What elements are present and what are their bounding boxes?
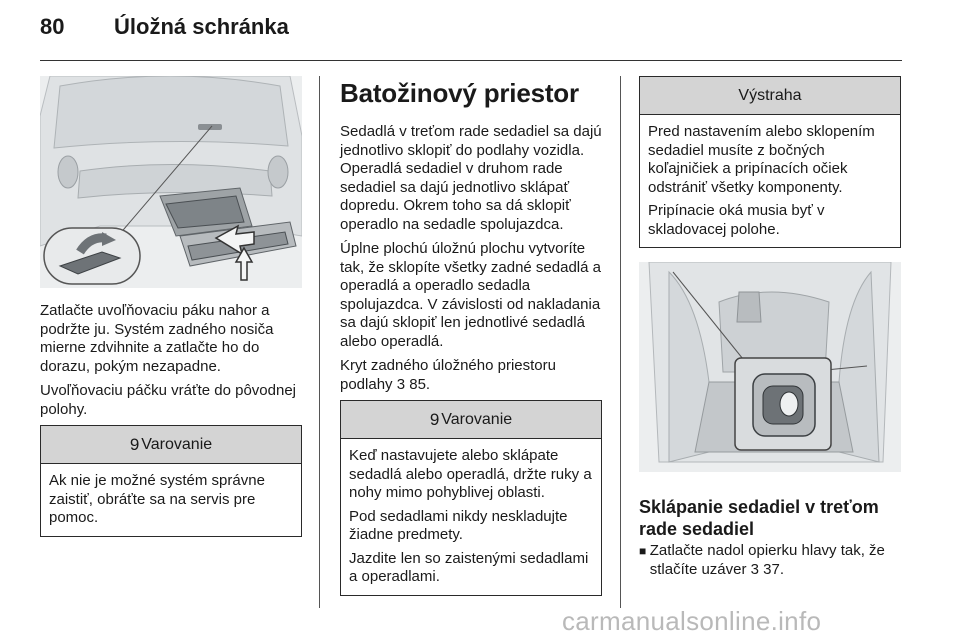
page-header	[40, 14, 289, 44]
warning-box-header	[341, 401, 601, 439]
warning-icon: 9	[129, 434, 140, 454]
body-paragraph: Úplne plochú úložnú plochu vytvoríte tak, že sklopíte všetky zadné sedadlá a operadlá a operadlo sedadla spolujazdca. V závislosti od nakladania sa dajú sklopiť len jednotlivé sedadlá alebo operadlá.	[340, 240, 601, 350]
cargo-area-drawing	[639, 262, 901, 472]
caution-box-title: Výstraha	[738, 86, 802, 104]
column-middle	[340, 76, 602, 596]
warning-box-header	[41, 426, 301, 464]
list-item	[639, 542, 901, 579]
header-rule	[40, 60, 902, 61]
warning-text: Pod sedadlami nikdy neskladujte žiadne predmety.	[349, 507, 568, 543]
body-paragraph: Sedadlá v treťom rade sedadiel sa dajú jednotlivo sklopiť do podlahy vozidla. Operadlá sedadiel v druhom rade sedadiel sa dajú jednotlivo sklápať dopredu. Okrem toho sa dá sklopiť operadlo na sedadle spolujazdca.	[340, 123, 602, 233]
column-divider	[620, 76, 621, 608]
warning-box	[40, 425, 302, 537]
bullet-icon: ■	[639, 544, 647, 558]
page-heading: Úložná schránka	[114, 14, 289, 39]
warning-box	[340, 400, 602, 596]
column-divider	[319, 76, 320, 608]
column-left	[40, 76, 302, 537]
warning-text: Keď nastavujete alebo sklápate sedadlá alebo operadlá, držte ruky a nohy mimo pohyblivej oblasti.	[349, 447, 592, 501]
rear-carrier-drawing	[40, 76, 302, 288]
cross-reference-paragraph: Kryt zadného úložného priestoru podlahy 3 85.	[340, 357, 556, 393]
list-item-text: Zatlačte nadol opierku hlavy tak, že stlačíte uzáver 3 37.	[649, 542, 885, 578]
caution-box-header	[640, 77, 900, 115]
warning-icon: 9	[429, 409, 440, 429]
caution-text: Pripínacie oká musia byť v skladovacej polohe.	[648, 202, 825, 238]
section-title: Batožinový priestor	[340, 78, 579, 108]
subsection-title: Sklápanie sedadiel v treťom rade sedadiel	[639, 497, 879, 539]
rear-carrier-illustration	[40, 76, 302, 288]
caution-text: Pred nastavením alebo sklopením sedadiel musíte z bočných koľajničiek a pripínacích očiek odstrániť všetky komponenty.	[648, 123, 875, 196]
warning-box-title: Varovanie	[141, 435, 213, 453]
caution-box	[639, 76, 901, 248]
column-right	[639, 76, 901, 579]
watermark: carmanualsonline.info	[562, 606, 822, 636]
cargo-area-illustration	[639, 262, 901, 472]
page-number: 80	[40, 14, 65, 39]
warning-box-title: Varovanie	[441, 410, 513, 428]
warning-text: Ak nie je možné systém správne zaistiť, obráťte sa na servis pre pomoc.	[49, 472, 265, 526]
warning-text: Jazdite len so zaistenými sedadlami a operadlami.	[349, 549, 589, 585]
instruction-paragraph: Uvoľňovaciu páčku vráťte do pôvodnej polohy.	[40, 382, 296, 418]
instruction-paragraph: Zatlačte uvoľňovaciu páku nahor a podržte ju. Systém zadného nosiča mierne zdvihnite a zatlačte ho do dorazu, pokým nezapadne.	[40, 302, 274, 375]
